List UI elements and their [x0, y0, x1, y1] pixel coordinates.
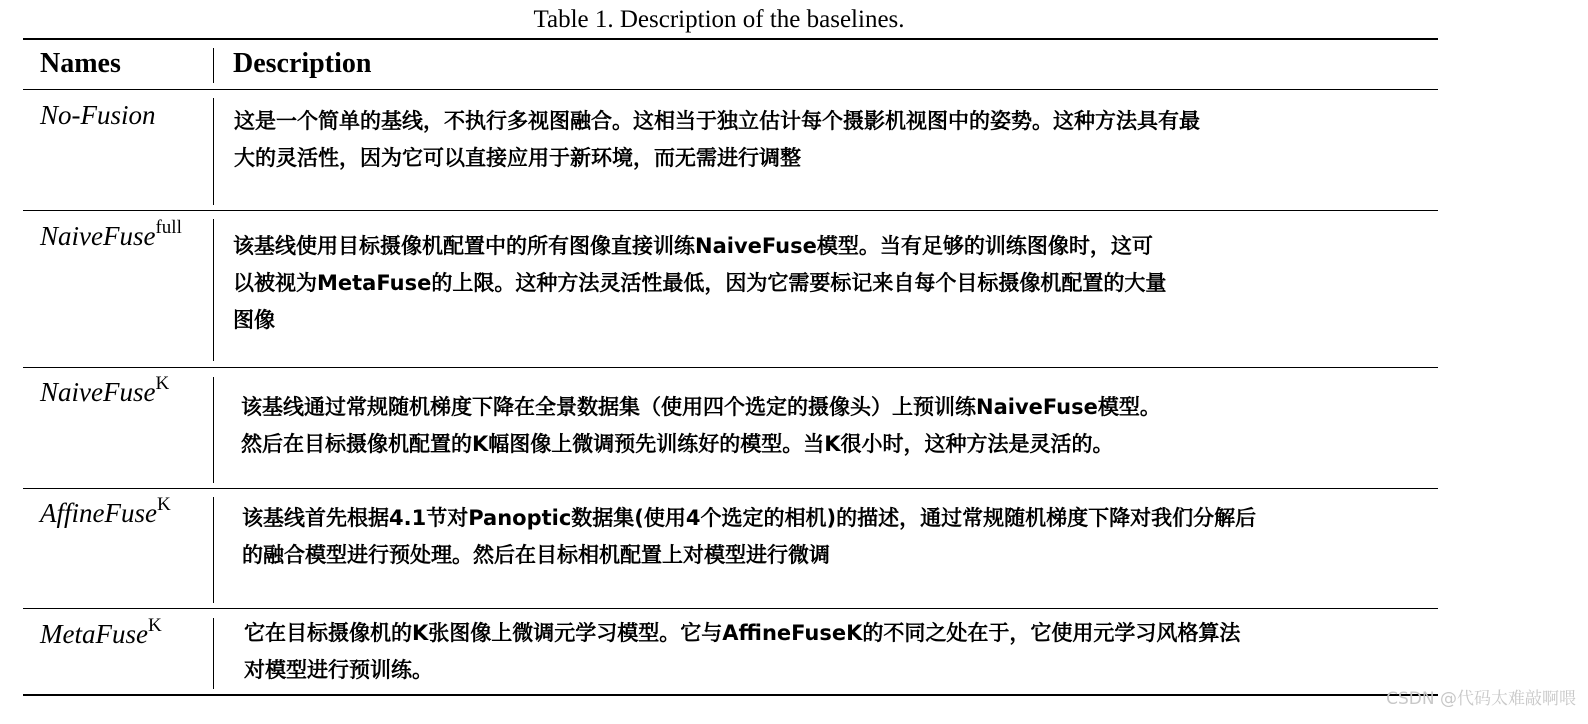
row-name-text: NaiveFuse [40, 221, 156, 251]
row-description [244, 615, 1240, 689]
row-description [233, 228, 1166, 339]
row-divider [23, 608, 1438, 609]
top-rule [23, 38, 1438, 40]
desc-line: 该基线使用目标摄像机配置中的所有图像直接训练NaiveFuse模型。当有足够的训练图像时，这可 [233, 234, 1153, 258]
row-name-text: MetaFuse [40, 619, 148, 649]
row-description [234, 103, 1200, 177]
row-divider [23, 210, 1438, 211]
header-names: Names [40, 48, 121, 79]
desc-line: 然后在目标摄像机配置的K幅图像上微调预先训练好的模型。当K很小时，这种方法是灵活的。 [241, 432, 1114, 456]
column-separator [213, 618, 214, 689]
row-name-sup: K [147, 615, 162, 636]
column-separator [213, 98, 214, 205]
header-description: Description [233, 48, 372, 79]
row-divider [23, 488, 1438, 489]
desc-line: 对模型进行预训练。 [244, 658, 433, 682]
desc-line: 图像 [233, 308, 275, 332]
table-caption: Table 1. Description of the baselines. [533, 6, 905, 33]
bottom-rule [23, 694, 1438, 696]
row-description [242, 500, 1256, 574]
column-separator [213, 497, 214, 603]
row-name [40, 98, 156, 132]
column-separator [213, 48, 214, 83]
column-separator [213, 219, 214, 361]
column-separator [213, 377, 214, 483]
row-name-sup: full [155, 217, 182, 238]
row-name-sup: K [155, 373, 170, 394]
desc-line: 大的灵活性，因为它可以直接应用于新环境，而无需进行调整 [234, 146, 801, 170]
row-description [241, 389, 1161, 463]
row-name-sup: K [156, 494, 171, 515]
row-name-text: No-Fusion [40, 100, 156, 130]
row-name [40, 617, 162, 651]
row-name [40, 375, 169, 409]
row-name-text: AffineFuse [40, 498, 157, 528]
desc-line: 以被视为MetaFuse的上限。这种方法灵活性最低，因为它需要标记来自每个目标摄像机配置的大量 [233, 271, 1167, 295]
desc-line: 它在目标摄像机的K张图像上微调元学习模型。它与AffineFuseK的不同之处在于，它使用元学习风格算法 [244, 621, 1241, 645]
desc-line: 该基线通过常规随机梯度下降在全景数据集（使用四个选定的摄像头）上预训练NaiveFuse模型。 [241, 395, 1161, 419]
header-rule [23, 89, 1438, 90]
row-name [40, 219, 182, 253]
desc-line: 该基线首先根据4.1节对Panoptic数据集(使用4个选定的相机)的描述，通过常规随机梯度下降对我们分解后 [242, 506, 1257, 530]
row-name [40, 496, 171, 530]
desc-line: 的融合模型进行预处理。然后在目标相机配置上对模型进行微调 [242, 543, 830, 567]
row-divider [23, 367, 1438, 368]
watermark: CSDN @代码太难敲啊喂 [1386, 689, 1576, 709]
row-name-text: NaiveFuse [40, 377, 156, 407]
desc-line: 这是一个简单的基线，不执行多视图融合。这相当于独立估计每个摄影机视图中的姿势。这种方法具有最 [234, 109, 1200, 133]
